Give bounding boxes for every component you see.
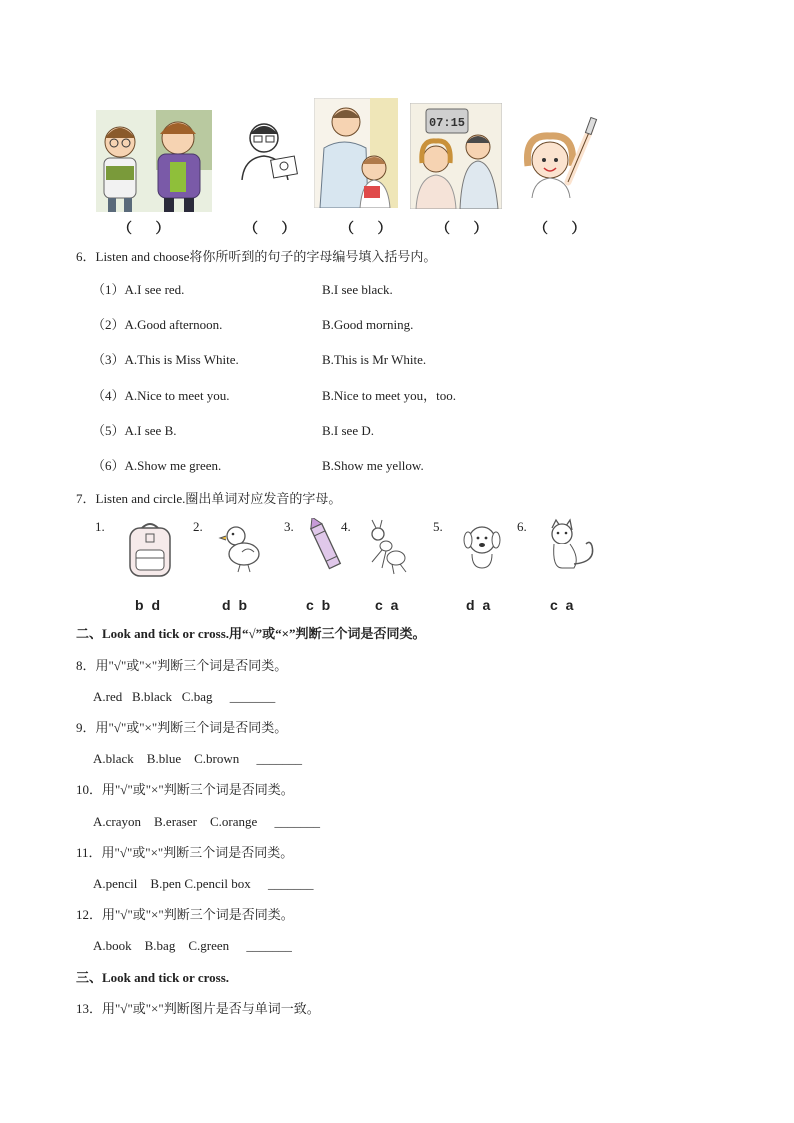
q9-options-text: A.black B.blue C.brown — [93, 751, 240, 766]
top-picture-2 — [234, 114, 300, 180]
q12-answer-blank[interactable]: _______ — [246, 938, 292, 953]
q8-options — [93, 688, 275, 706]
q10-options-text: A.crayon B.eraser C.orange — [93, 814, 258, 829]
answer-paren-3[interactable]: （ ） — [340, 222, 402, 237]
q11-options-text: A.pencil B.pen C.pencil box — [93, 876, 251, 891]
q10-title: 10．用"√"或"×"判断三个词是否同类。 — [76, 782, 294, 797]
q7-number-6: 6. — [517, 519, 527, 534]
ant-icon — [364, 518, 410, 576]
q8-options-text: A.red B.black C.bag — [93, 689, 213, 704]
q11-answer-blank[interactable]: _______ — [268, 876, 314, 891]
q6-item-5-a: （5）A.I see B. — [92, 423, 177, 438]
cat-icon — [544, 518, 600, 574]
section-3-heading: 三、Look and tick or cross. — [76, 970, 230, 985]
q6-item-4-a: （4）A.Nice to meet you. — [92, 388, 230, 403]
q12-options — [93, 937, 292, 955]
top-picture-5 — [516, 116, 600, 198]
q6-item-3-a: （3）A.This is Miss White. — [92, 352, 239, 367]
q6-item-4-b: B.Nice to meet you，too. — [322, 388, 456, 403]
q11-title: 11．用"√"或"×"判断三个词是否同类。 — [76, 845, 294, 860]
top-picture-3 — [314, 98, 398, 208]
q7-number-4: 4. — [341, 519, 351, 534]
answer-paren-4[interactable]: （ ） — [436, 222, 498, 237]
q6-item-3-b: B.This is Mr White. — [322, 352, 427, 367]
section-2-heading: 二、Look and tick or cross.用“√”或“×”判断三个词是否同类。 — [76, 626, 426, 641]
q7-number-1: 1. — [95, 519, 105, 534]
q7-letters-4[interactable]: c a — [375, 597, 401, 613]
clock-time: 07:15 — [428, 116, 466, 130]
answer-paren-1[interactable]: （ ） — [118, 222, 180, 237]
q12-options-text: A.book B.bag C.green — [93, 938, 230, 953]
q7-letters-3[interactable]: c b — [306, 597, 333, 613]
q6-title: 6．Listen and choose将你所听到的句子的字母编号填入括号内。 — [76, 249, 437, 264]
q7-number-3: 3. — [284, 519, 294, 534]
q9-title: 9．用"√"或"×"判断三个词是否同类。 — [76, 720, 288, 735]
chick-icon — [216, 522, 266, 574]
q13-title: 13．用"√"或"×"判断图片是否与单词一致。 — [76, 1001, 320, 1016]
q6-item-2-a: （2）A.Good afternoon. — [92, 317, 223, 332]
q6-item-6-a: （6）A.Show me green. — [92, 458, 222, 473]
top-picture-4 — [410, 103, 502, 209]
q12-title: 12．用"√"或"×"判断三个词是否同类。 — [76, 907, 294, 922]
dog-icon — [458, 520, 506, 574]
q9-answer-blank[interactable]: _______ — [256, 751, 302, 766]
q11-options — [93, 875, 314, 893]
q8-title: 8．用"√"或"×"判断三个词是否同类。 — [76, 658, 288, 673]
q6-item-6-b: B.Show me yellow. — [322, 458, 424, 473]
q7-letters-2[interactable]: d b — [222, 597, 249, 613]
q8-answer-blank[interactable]: _______ — [229, 689, 276, 704]
q7-letters-6[interactable]: c a — [550, 597, 576, 613]
answer-paren-5[interactable]: （ ） — [534, 222, 596, 237]
q10-answer-blank[interactable]: _______ — [274, 814, 320, 829]
top-picture-1 — [96, 110, 212, 212]
q7-number-2: 2. — [193, 519, 203, 534]
q10-options — [93, 813, 320, 831]
backpack-icon — [124, 520, 176, 578]
q9-options — [93, 750, 302, 768]
answer-paren-2[interactable]: （ ） — [244, 222, 306, 237]
q7-letters-5[interactable]: d a — [466, 597, 493, 613]
q7-letters-1[interactable]: b d — [135, 597, 162, 613]
q7-title: 7．Listen and circle.圈出单词对应发音的字母。 — [76, 491, 342, 506]
q7-number-5: 5. — [433, 519, 443, 534]
q6-item-1-a: （1）A.I see red. — [92, 282, 185, 297]
q6-item-2-b: B.Good morning. — [322, 317, 414, 332]
q6-item-5-b: B.I see D. — [322, 423, 374, 438]
q6-item-1-b: B.I see black. — [322, 282, 393, 297]
